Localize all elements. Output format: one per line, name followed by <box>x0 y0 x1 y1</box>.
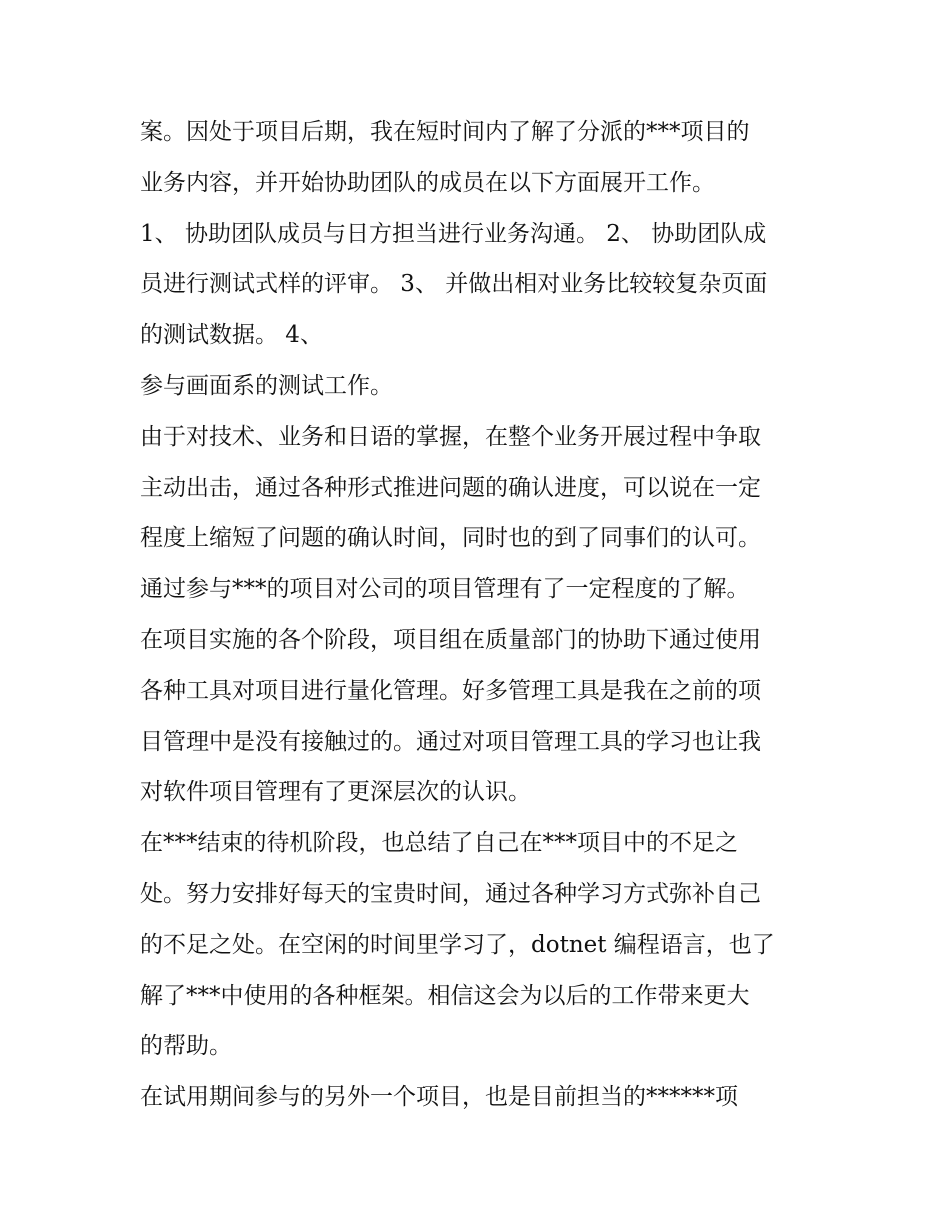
text-line: 业务内容，并开始协助团队的成员在以下方面展开工作。 <box>140 169 715 196</box>
text-line: 在试用期间参与的另外一个项目，也是目前担当的******项 <box>140 1084 738 1111</box>
text-line: 由于对技术、业务和日语的掌握，在整个业务开展过程中争取 <box>140 423 761 450</box>
text-line: 案。因处于项目后期，我在短时间内了解了分派的***项目的 <box>140 119 750 145</box>
text-line: 程度上缩短了问题的确认时间，同时也的到了同事们的认可。 <box>140 525 761 552</box>
text-line: 员进行测试式样的评审。 3、 并做出相对业务比较较复杂页面 <box>140 271 768 298</box>
text-line: 的帮助。 <box>140 1033 232 1060</box>
document-body <box>140 107 820 1123</box>
text-line: 目管理中是没有接触过的。通过对项目管理工具的学习也让我 <box>140 728 761 755</box>
text-line: 解了***中使用的各种框架。相信这会为以后的工作带来更大 <box>140 982 750 1009</box>
text-line: 各种工具对项目进行量化管理。好多管理工具是我在之前的项 <box>140 677 761 704</box>
text-line: 通过参与***的项目对公司的项目管理有了一定程度的了解。 <box>140 576 750 603</box>
text-line: 的不足之处。在空闲的时间里学习了，dotnet 编程语言，也了 <box>140 931 775 958</box>
text-line: 主动出击，通过各种形式推进问题的确认进度，可以说在一定 <box>140 474 761 501</box>
text-line: 1、 协助团队成员与日方担当进行业务沟通。 2、 协助团队成 <box>140 220 767 247</box>
text-line: 参与画面系的测试工作。 <box>140 372 393 399</box>
text-line: 在项目实施的各个阶段，项目组在质量部门的协助下通过使用 <box>140 626 761 653</box>
text-line: 处。努力安排好每天的宝贵时间，通过各种学习方式弥补自己 <box>140 880 761 907</box>
text-line: 对软件项目管理有了更深层次的认识。 <box>140 779 531 806</box>
text-line: 在***结束的待机阶段，也总结了自己在***项目中的不足之 <box>140 830 738 857</box>
text-line: 的测试数据。 4、 <box>140 322 323 349</box>
